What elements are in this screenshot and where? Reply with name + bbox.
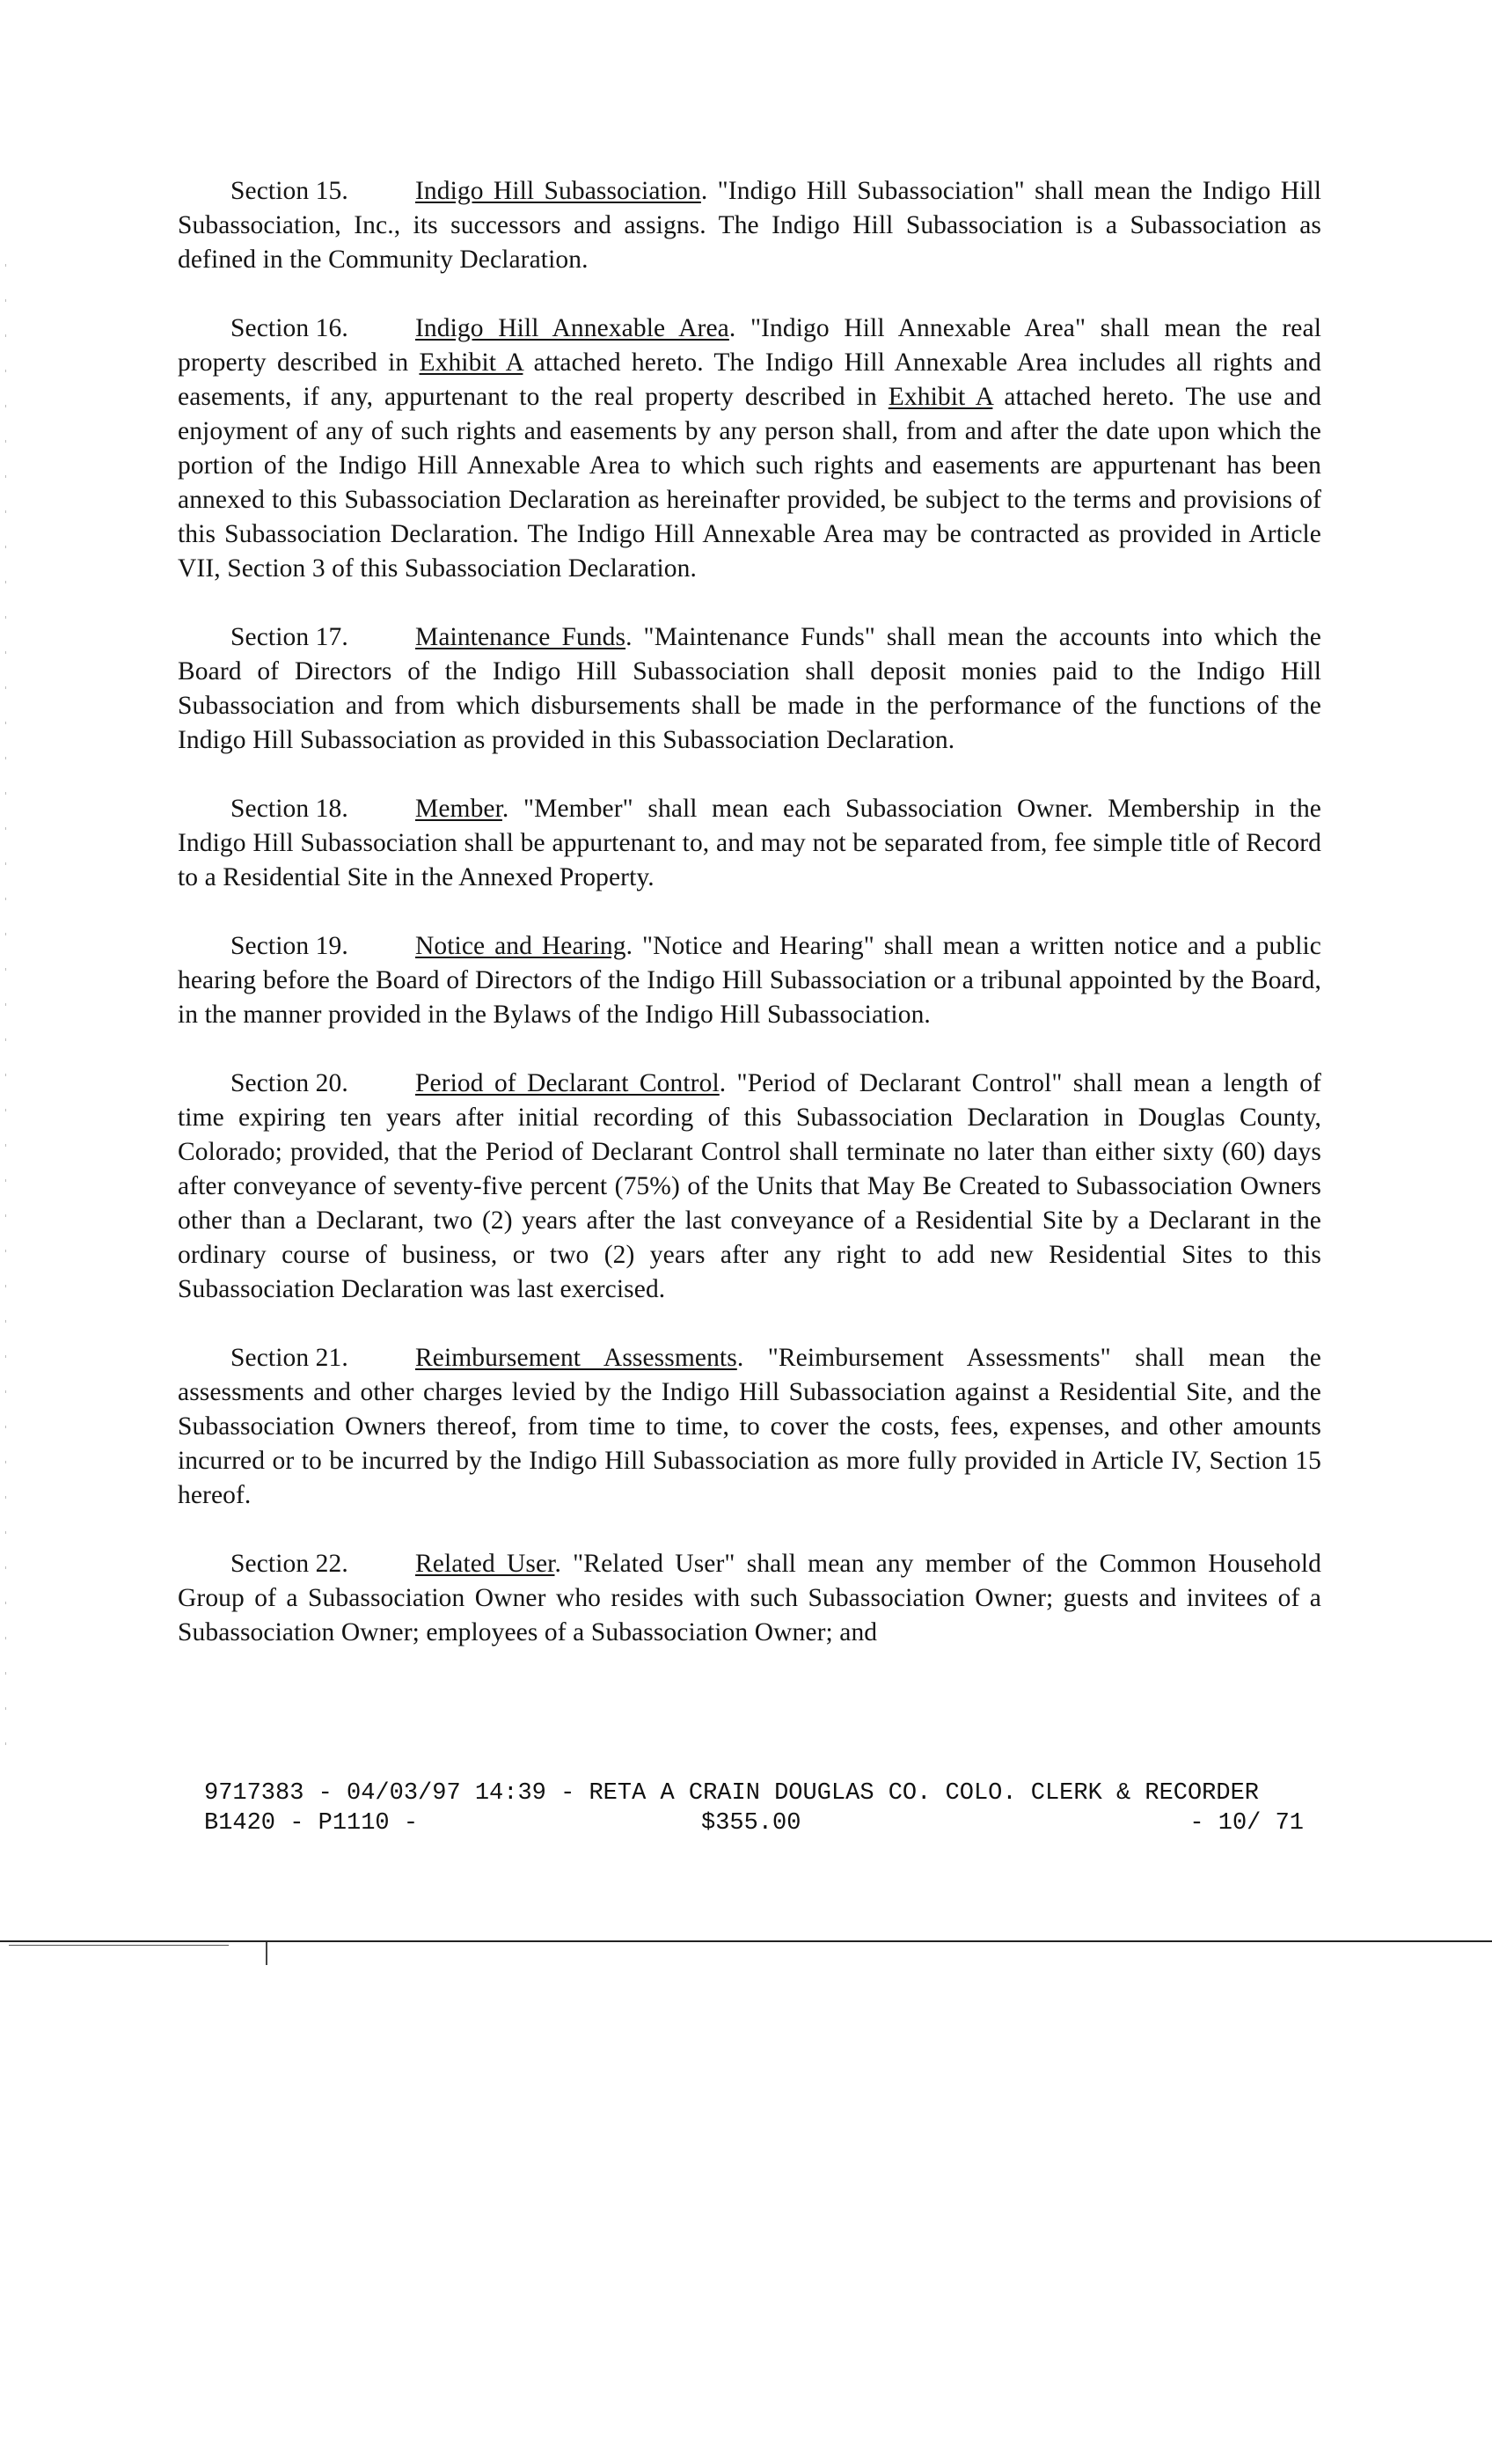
section-number: Section 20. xyxy=(230,1069,348,1097)
section-number: Section 19. xyxy=(230,932,348,960)
defined-term: Reimbursement Assessments xyxy=(415,1344,737,1372)
bottom-scan-rule xyxy=(0,1940,1492,1942)
section-17 xyxy=(178,620,1321,758)
stamp-book-page: B1420 - P1110 - xyxy=(204,1810,419,1837)
section-text: . "Maintenance Funds" shall mean the accounts into which the Board of Directors of the Indigo Hill Subassociation shall deposit monies paid to the Indigo Hill Subassociation and from which disbursements shall be made in the performance of the functions of the Indigo Hill Subassociation as provided in this Subassociation Declaration. xyxy=(178,623,1321,754)
section-20 xyxy=(178,1067,1321,1307)
section-text: . "Indigo Hill Subassociation" shall mean the Indigo Hill Subassociation, Inc., its successors and assigns. The Indigo Hill Subassociation is a Subassociation as defined in the Community Declaration. xyxy=(178,177,1322,274)
section-16 xyxy=(178,312,1321,586)
stamp-line-1 xyxy=(204,1779,1304,1809)
section-text: . "Member" shall mean each Subassociation Owner. Membership in the Indigo Hill Subassociation shall be appurtenant to, and may not be separated from, fee simple title of Record to a Residential Site in the Annexed Property. xyxy=(178,795,1321,891)
section-number: Section 22. xyxy=(230,1550,348,1578)
defined-term: Maintenance Funds xyxy=(415,623,626,651)
section-text: attached hereto. The use and enjoyment of any of such rights and easements by any person shall, from and after the date upon which the portion of the Indigo Hill Annexable Area to which such rights and easements are appurtenant has been annexed to this Subassociation Declaration as hereinafter provided, be subject to the terms and provisions of this Subassociation Declaration. The Indigo Hill Annexable Area may be contracted as provided in Article VII, Section 3 of this Subassociation Declaration. xyxy=(178,383,1321,583)
recording-stamp xyxy=(204,1779,1304,1839)
section-15 xyxy=(178,174,1321,277)
defined-term: Notice and Hearing xyxy=(415,932,626,960)
bottom-scan-rule-secondary xyxy=(9,1945,229,1946)
section-18 xyxy=(178,792,1321,895)
section-text: . "Related User" shall mean any member of the Common Household Group of a Subassociation Owner who resides with such Subassociation Owner; guests and invitees of a Subassociation Owner; employees of a Subassociation Owner; and xyxy=(178,1550,1322,1646)
stamp-page-count: - 10/ 71 xyxy=(1189,1810,1304,1837)
section-text: . "Reimbursement Assessments" shall mean the assessments and other charges levied by the Indigo Hill Subassociation against a Residential Site, and the Subassociation Owners thereof, from time to time, to cover the costs, fees, expenses, and other amounts incurred or to be incurred by the Indigo Hill Subassociation as more fully provided in Article IV, Section 15 hereof. xyxy=(178,1344,1322,1509)
section-text: . "Notice and Hearing" shall mean a written notice and a public hearing before the Board of Directors of the Indigo Hill Subassociation or a tribunal appointed by the Board, in the manner provided in the Bylaws of the Indigo Hill Subassociation. xyxy=(178,932,1321,1029)
section-text: attached hereto. The Indigo Hill Annexable Area includes all rights and easements, if any, appurtenant to the real property described in xyxy=(178,348,1321,411)
section-21 xyxy=(178,1341,1321,1513)
section-number: Section 16. xyxy=(230,314,348,342)
section-19 xyxy=(178,929,1321,1032)
section-22 xyxy=(178,1547,1321,1650)
section-number: Section 15. xyxy=(230,177,348,205)
section-text: . "Indigo Hill Annexable Area" shall mean the real property described in xyxy=(178,314,1321,377)
stamp-line-2 xyxy=(204,1809,1304,1839)
section-number: Section 21. xyxy=(230,1344,348,1372)
defined-term: Member xyxy=(415,795,502,823)
scan-margin-artifact xyxy=(5,264,6,1760)
definitions-body xyxy=(178,174,1321,1684)
scan-tick-mark xyxy=(266,1942,267,1965)
stamp-fee-amount: $355.00 xyxy=(701,1810,801,1837)
section-number: Section 18. xyxy=(230,795,348,823)
exhibit-reference: Exhibit A xyxy=(419,348,523,377)
defined-term: Indigo Hill Annexable Area xyxy=(415,314,729,342)
section-text: . "Period of Declarant Control" shall mean a length of time expiring ten years after initial recording of this Subassociation Declaration in Douglas County, Colorado; provided, that the Period of Declarant Control shall terminate no later than either sixty (60) days after conveyance of seventy-five percent (75%) of the Units that May Be Created to Subassociation Owners other than a Declarant, two (2) years after the last conveyance of a Residential Site by a Declarant in the ordinary course of business, or two (2) years after any right to add new Residential Sites to this Subassociation Declaration was last exercised. xyxy=(178,1069,1321,1303)
section-number: Section 17. xyxy=(230,623,348,651)
stamp-reception-info: 9717383 - 04/03/97 14:39 - RETA A CRAIN DOUGLAS CO. COLO. CLERK & RECORDER xyxy=(204,1780,1259,1807)
defined-term: Related User xyxy=(415,1550,555,1578)
defined-term: Period of Declarant Control xyxy=(415,1069,720,1097)
defined-term: Indigo Hill Subassociation xyxy=(415,177,701,205)
exhibit-reference: Exhibit A xyxy=(888,383,993,411)
